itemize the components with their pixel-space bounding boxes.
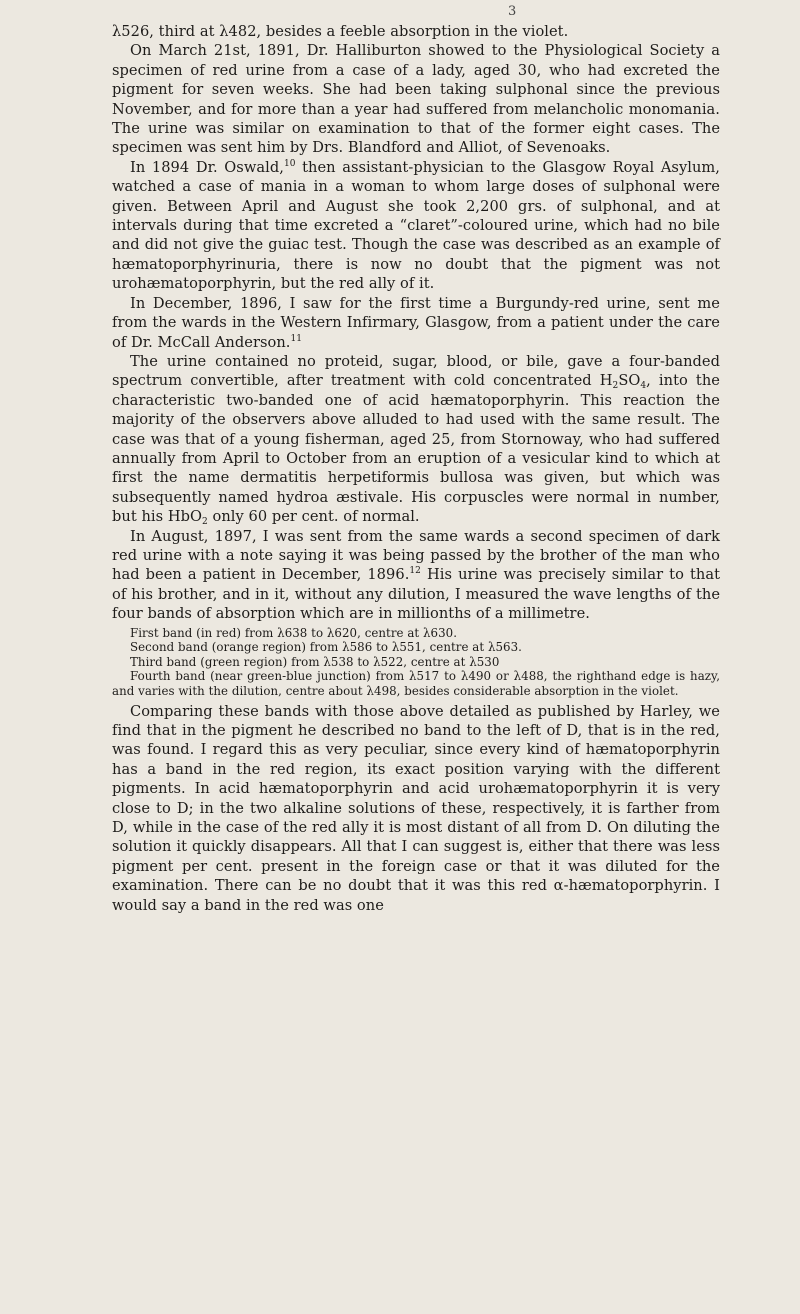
- paragraph-continuation: λ526, third at λ482, besides a feeble absorption in the violet.: [112, 23, 569, 40]
- band-second: Second band (orange region) from λ586 to λ551, centre at λ563.: [130, 640, 522, 655]
- paragraph-halliburton: On March 21st, 1891, Dr. Halliburton showed to the Physiological Society a specimen of red urine from a case of a lady, aged 30, who had excreted the pigment for seven weeks. She had been taking sulphonal since the previous November, and for more than a year had suffered from melancholic monomania. The urine was similar on examination to that of the former eight cases. The specimen was sent him by Drs. Blandford and Alliot, of Sevenoaks.: [112, 42, 720, 157]
- urine-text-b: SO: [618, 372, 641, 390]
- subscript-so4: 4: [640, 381, 647, 392]
- reference-12: 12: [409, 566, 421, 577]
- paragraph-urine-contents: [112, 352, 720, 527]
- band-first: First band (in red) from λ638 to λ620, centre at λ630.: [130, 625, 458, 640]
- paragraph-oswald: [112, 158, 720, 294]
- paragraph-oswald-start: In 1894 Dr. Oswald,: [130, 158, 284, 176]
- paragraph-oswald-rest: then assistant-physician to the Glasgow Royal Asylum, watched a case of mania in a woman to whom large doses of sulphonal were given. Between April and August she took 2,200 grs. of sulphonal, and at intervals during that time excreted a “claret”-coloured urine, which had no bile and did not give the guiac test. Though the case was described as an example of hæmatoporphyrinuria, there is now no doubt that the pigment was not urohæmatoporphyrin, but the red ally of it.: [112, 158, 720, 293]
- august-text-a: In August, 1897, I was sent from the same wards a second specimen of dark red urine with a note saying it was being passed by the brother of the man who had been a patient in December, 1896.: [112, 527, 720, 584]
- band-third: Third band (green region) from λ538 to λ522, centre at λ530: [130, 654, 500, 669]
- subscript-hbo2: 2: [202, 517, 208, 528]
- august-text-b: His urine was precisely similar to that of his brother, and in it, without any dilution, I measured the wave lengths of the four bands of absorption which are in millionths of a millimetre.: [112, 566, 721, 623]
- page-number: 3: [508, 4, 517, 19]
- paragraph-december-text: In December, 1896, I saw for the first time a Burgundy-red urine, sent me from the wards in the Western Infirmary, Glasgow, from a patient under the care of Dr. McCall Anderson.: [112, 294, 720, 351]
- subscript-h2: 2: [612, 381, 619, 392]
- absorption-bands-list: [112, 626, 720, 699]
- band-fourth: Fourth band (near green-blue junction) from λ517 to λ490 or λ488, the righthand edge is hazy, and varies with the dilution, centre about λ498, besides considerable absorption in the violet.: [112, 669, 720, 698]
- reference-10: 10: [283, 158, 296, 169]
- text-column: [112, 22, 720, 915]
- urine-text-a: The urine contained no proteid, sugar, blood, or bile, gave a four-banded spectrum convertible, after treatment with cold concentrated H: [112, 352, 720, 390]
- reference-11: 11: [290, 333, 303, 344]
- urine-text-d: only 60 per cent. of normal.: [207, 508, 420, 526]
- paragraph-december-1896: [112, 294, 720, 352]
- paragraph-august-1897: [112, 527, 720, 624]
- urine-text-c: , into the characteristic two-banded one of acid hæmatoporphyrin. This reaction the majority of the observers above alluded to had used with the same result. The case was that of a young fisherman, aged 25, from Stornoway, who had suffered annually from April to October from an eruption of a vesicular kind to which at first the name dermatitis herpetiformis bullosa was given, but which was subsequently named hydroa æstivale. His corpuscles were normal in number, but his HbO: [112, 372, 720, 526]
- paragraph-comparison: Comparing these bands with those above detailed as published by Harley, we find that in the pigment he described no band to the left of D, that is in the red, was found. I regard this as very peculiar, since every kind of hæmatoporphyrin has a band in the red region, its exact position varying with the different pigments. In acid hæmatoporphyrin and acid urohæmatoporphyrin it is very close to D; in the two alkaline solutions of these, respectively, it is farther from D, while in the case of the red ally it is most distant of all from D. On diluting the solution it quickly disappears. All that I can suggest is, either that there was less pigment per cent. present in the foreign case or that it was diluted for the examination. There can be no doubt that it was this red α-hæmatoporphyrin. I would say a band in the red was one: [112, 702, 720, 914]
